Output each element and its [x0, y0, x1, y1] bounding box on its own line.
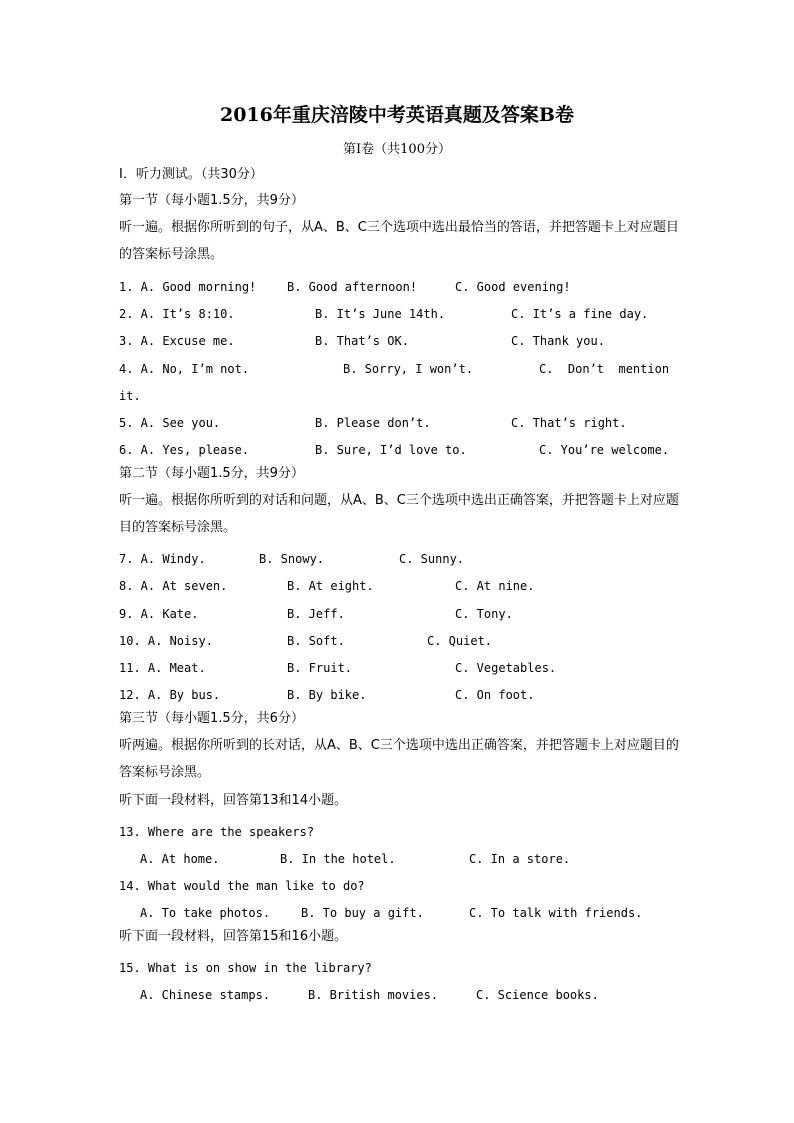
- question-option-b: B. Snowy.: [259, 552, 325, 566]
- question-stem: 14. What would the man like to do?: [119, 879, 365, 893]
- question-option-c: C. You’re welcome.: [539, 443, 670, 457]
- question-option-b: B. Please don’t.: [315, 416, 431, 430]
- part-heading: I．听力测试。（共30分）: [119, 167, 263, 182]
- question-option-c: C. Quiet.: [427, 634, 493, 648]
- question-option-c: C. Vegetables.: [455, 661, 557, 675]
- section-instruction: 听一遍。根据你所听到的对话和问题，从A、B、C三个选项中选出正确答案，并把答题卡上对应题目的答案标号涂黑。: [119, 493, 679, 535]
- question-option-b: B. British movies.: [308, 988, 439, 1002]
- question-option-b: B. It’s June 14th.: [315, 307, 446, 321]
- question-option-a: 1. A. Good morning!: [119, 280, 257, 294]
- question-option-a: A. Chinese stamps.: [140, 988, 271, 1002]
- question-option-b: B. By bike.: [287, 688, 367, 702]
- page-subtitle: 第I卷（共100分）: [343, 142, 451, 157]
- material-note: 听下面一段材料，回答第13和14小题。: [119, 793, 348, 808]
- question-option-b: B. Sure, I’d love to.: [315, 443, 467, 457]
- question-option-a: 2. A. It’s 8:10.: [119, 307, 235, 321]
- question-stem: 15. What is on show in the library?: [119, 961, 372, 975]
- question-option-a: 9. A. Kate.: [119, 607, 199, 621]
- question-option-c: C. In a store.: [469, 852, 571, 866]
- question-option-a: 11. A. Meat.: [119, 661, 206, 675]
- question-option-a: 10. A. Noisy.: [119, 634, 213, 648]
- question-option-b: B. Good afternoon!: [287, 280, 418, 294]
- question-option-c: C. Don’t mention: [539, 362, 670, 376]
- question-option-c: C. It’s a fine day.: [511, 307, 649, 321]
- question-option-b: B. Fruit.: [287, 661, 353, 675]
- question-option-c: C. Thank you.: [511, 334, 605, 348]
- section-heading: 第一节（每小题1.5分，共9分）: [119, 193, 304, 208]
- question-option-b: B. That’s OK.: [315, 334, 409, 348]
- question-option-b: B. Jeff.: [287, 607, 345, 621]
- section-instruction: 听两遍。根据你所听到的长对话，从A、B、C三个选项中选出正确答案，并把答题卡上对应题目的答案标号涂黑。: [119, 738, 679, 780]
- question-option-a: 12. A. By bus.: [119, 688, 221, 702]
- question-option-c: C. Science books.: [476, 988, 599, 1002]
- question-option-a: A. At home.: [140, 852, 220, 866]
- question-option-c: C. To talk with friends.: [469, 906, 643, 920]
- question-option-a: 8. A. At seven.: [119, 579, 228, 593]
- question-option-c: C. Tony.: [455, 607, 513, 621]
- question-option-b: B. To buy a gift.: [301, 906, 424, 920]
- question-option-continuation: it.: [119, 389, 141, 403]
- section-instruction: 听一遍。根据你所听到的句子，从A、B、C三个选项中选出最恰当的答语，并把答题卡上对应题目的答案标号涂黑。: [119, 220, 679, 262]
- question-option-a: 7. A. Windy.: [119, 552, 206, 566]
- question-option-c: C. That’s right.: [511, 416, 627, 430]
- question-stem: 13. Where are the speakers?: [119, 825, 315, 839]
- question-option-b: B. Sorry, I won’t.: [343, 362, 474, 376]
- question-option-b: B. At eight.: [287, 579, 374, 593]
- question-option-c: C. Sunny.: [399, 552, 465, 566]
- question-option-a: 6. A. Yes, please.: [119, 443, 250, 457]
- page-title: 2016年重庆涪陵中考英语真题及答案B卷: [220, 104, 574, 126]
- question-option-c: C. Good evening!: [455, 280, 571, 294]
- question-option-c: C. On foot.: [455, 688, 535, 702]
- question-option-a: A. To take photos.: [140, 906, 271, 920]
- section-heading: 第二节（每小题1.5分，共9分）: [119, 466, 304, 481]
- question-option-a: 5. A. See you.: [119, 416, 221, 430]
- material-note: 听下面一段材料，回答第15和16小题。: [119, 929, 348, 944]
- question-option-b: B. Soft.: [287, 634, 345, 648]
- question-option-b: B. In the hotel.: [280, 852, 396, 866]
- question-option-c: C. At nine.: [455, 579, 535, 593]
- question-option-a: 4. A. No, I’m not.: [119, 362, 250, 376]
- section-heading: 第三节（每小题1.5分，共6分）: [119, 711, 304, 726]
- question-option-a: 3. A. Excuse me.: [119, 334, 235, 348]
